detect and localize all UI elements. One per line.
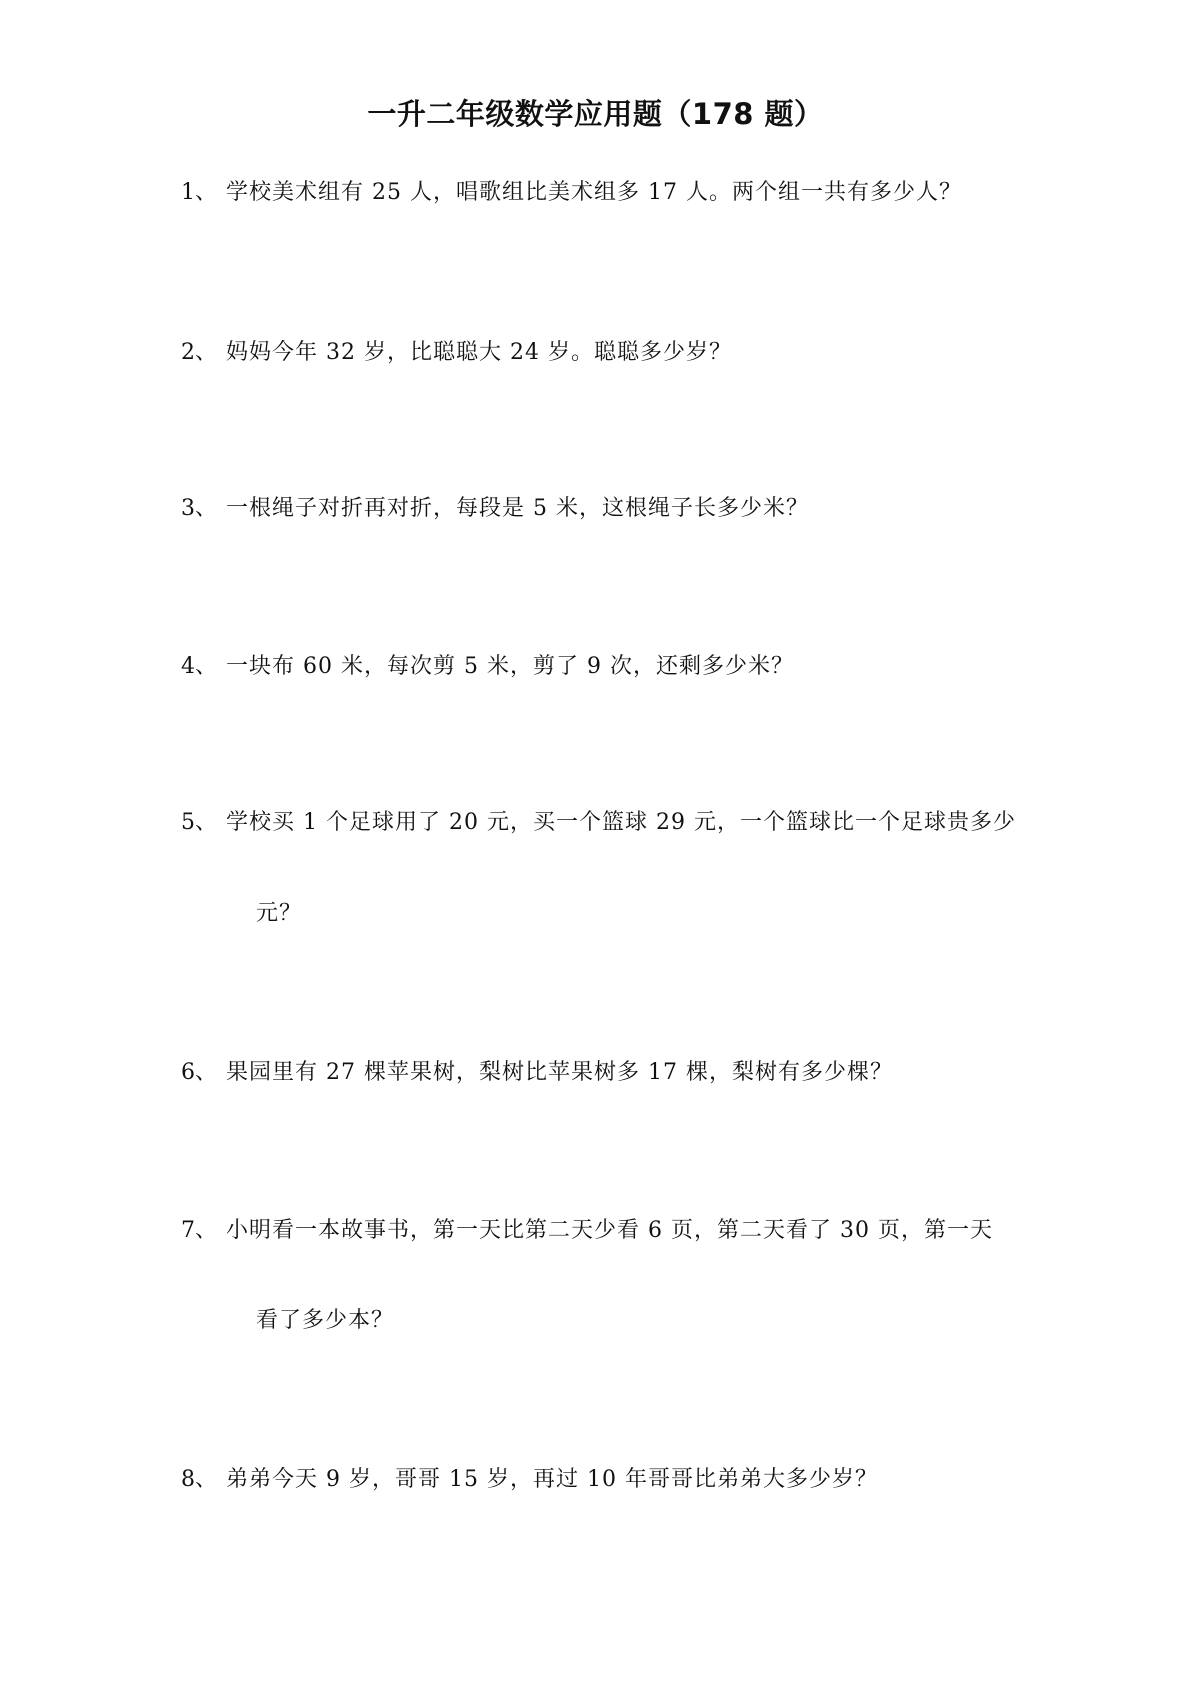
question-text-continued: 看了多少本？ (256, 1308, 395, 1333)
question-number: 7、 (181, 1218, 217, 1243)
question-number: 5、 (181, 810, 217, 835)
question-text: 学校美术组有 25 人，唱歌组比美术组多 17 人。两个组一共有多少人？ (226, 180, 962, 205)
question-number: 4、 (181, 654, 217, 679)
question-text: 弟弟今天 9 岁，哥哥 15 岁，再过 10 年哥哥比弟弟大多少岁？ (226, 1467, 878, 1492)
question-number: 6、 (181, 1060, 217, 1085)
question-number: 1、 (181, 180, 217, 205)
question-number: 8、 (181, 1467, 217, 1492)
question-text: 学校买 1 个足球用了 20 元，买一个篮球 29 元，一个篮球比一个足球贵多少 (226, 810, 1016, 835)
question-text: 果园里有 27 棵苹果树，梨树比苹果树多 17 棵，梨树有多少棵？ (226, 1060, 893, 1085)
question-text-continued: 元？ (256, 901, 303, 926)
question-text: 一块布 60 米，每次剪 5 米，剪了 9 次，还剩多少米？ (226, 654, 794, 679)
question-text: 妈妈今年 32 岁，比聪聪大 24 岁。聪聪多少岁？ (226, 340, 732, 365)
page-title: 一升二年级数学应用题（178 题） (367, 97, 824, 131)
question-text: 一根绳子对折再对折，每段是 5 米，这根绳子长多少米？ (226, 496, 809, 521)
question-text: 小明看一本故事书，第一天比第二天少看 6 页，第二天看了 30 页，第一天 (226, 1218, 993, 1243)
question-number: 3、 (181, 496, 217, 521)
question-number: 2、 (181, 340, 217, 365)
